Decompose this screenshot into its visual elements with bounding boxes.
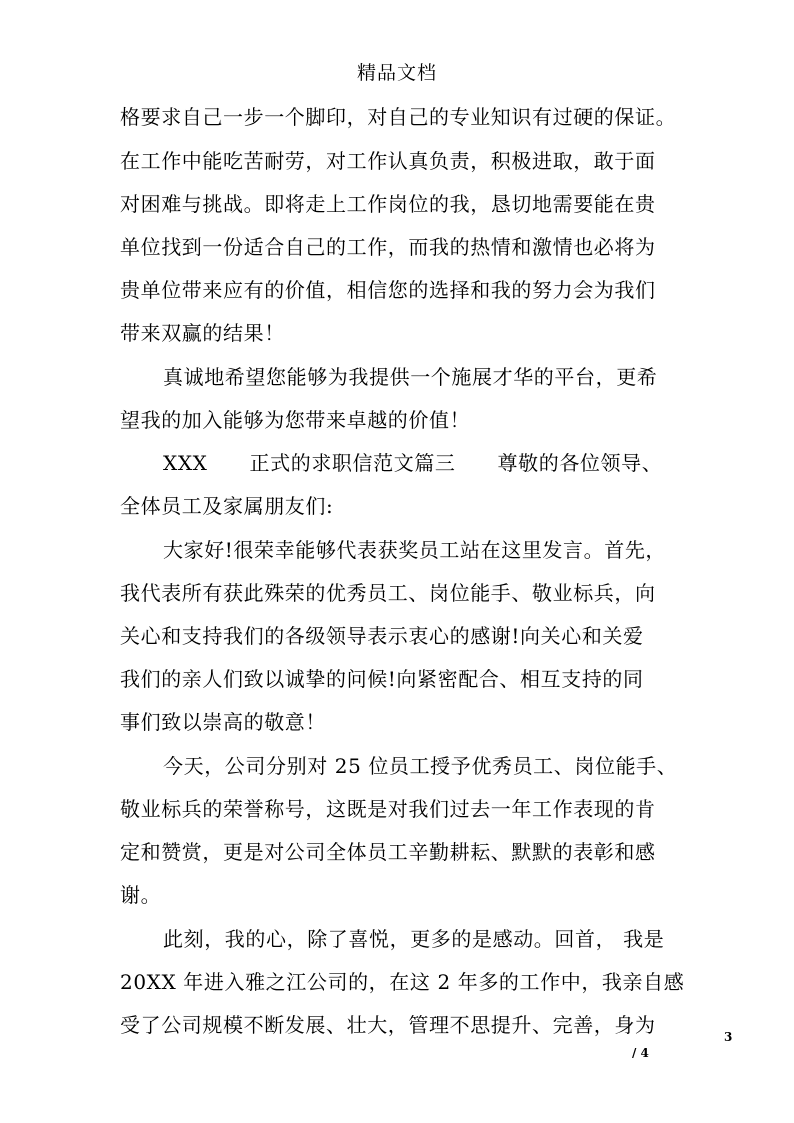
text-line: 全体员工及家属朋友们: <box>120 494 334 518</box>
text-line: 敬业标兵的荣誉称号，这既是对我们过去一年工作表现的肯 <box>120 797 656 821</box>
text-line: 格要求自己一步一个脚印，对自己的专业知识有过硬的保证。 <box>120 105 677 129</box>
text-line: 贵单位带来应有的价值，相信您的选择和我的努力会为我们 <box>120 278 656 302</box>
text-line: 带来双赢的结果！ <box>120 321 285 345</box>
text-line: 此刻，我的心，除了喜悦，更多的是感动。回首， 我是 <box>163 927 665 951</box>
text-line: 事们致以崇高的敬意！ <box>120 710 326 734</box>
text-line: 受了公司规模不断发展、壮大，管理不思提升、完善，身为 <box>120 1013 656 1037</box>
page-number: 3 <box>724 1030 733 1044</box>
title-line <box>163 449 723 477</box>
text-line: 单位找到一份适合自己的工作，而我的热情和激情也必将为 <box>120 235 656 259</box>
text-line: 定和赞赏，更是对公司全体员工辛勤耕耘、默默的表彰和感 <box>120 840 656 864</box>
text-line: 大家好!很荣幸能够代表获奖员工站在这里发言。首先， <box>163 538 667 562</box>
text-line: 在工作中能吃苦耐劳，对工作认真负责，积极进取，敢于面 <box>120 149 656 173</box>
text-line: 20XX 年进入雅之江公司的，在这 2 年多的工作中，我亲自感 <box>120 970 685 994</box>
text-line: 望我的加入能够为您带来卓越的价值！ <box>120 408 471 432</box>
text-line: 谢。 <box>120 883 162 907</box>
text-line: 对困难与挑战。即将走上工作岗位的我，恳切地需要能在贵 <box>120 192 656 216</box>
page-total: / 4 <box>632 1046 649 1060</box>
text-line: 今天，公司分别对 25 位员工授予优秀员工、岗位能手、 <box>163 754 678 778</box>
text-line: 关心和支持我们的各级领导表示衷心的感谢!向关心和关爱 <box>120 624 644 648</box>
title-prefix: XXX <box>163 451 208 475</box>
salutation: 尊敬的各位领导、 <box>497 451 663 475</box>
text-line: 我代表所有获此殊荣的优秀员工、岗位能手、敬业标兵，向 <box>120 581 656 605</box>
text-line: 真诚地希望您能够为我提供一个施展才华的平台，更希 <box>163 365 658 389</box>
page-header: 精品文档 <box>356 62 437 84</box>
document-title: 正式的求职信范文篇三 <box>249 451 456 475</box>
text-line: 我们的亲人们致以诚挚的问候!向紧密配合、相互支持的同 <box>120 667 644 691</box>
